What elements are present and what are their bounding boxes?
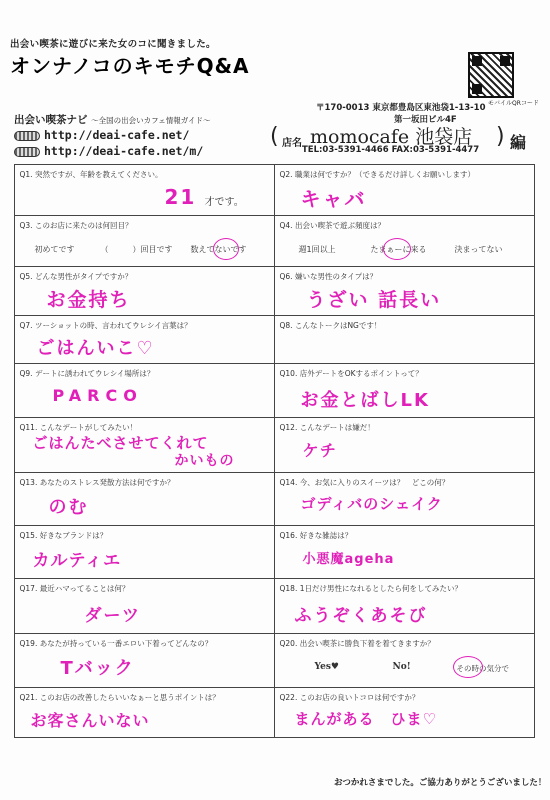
q22-question: Q22. このお店の良いトコロは何ですか？	[279, 692, 420, 702]
q3-option-3: 数えてないです	[190, 244, 247, 254]
qr-label: モバイルQRコード	[488, 100, 539, 107]
q12-question: Q12. こんなデートは嫌だ！	[279, 422, 375, 432]
q11-answer-line2: かいもの	[174, 452, 235, 469]
shop-building: 第一坂田ビル4F	[394, 115, 457, 125]
mobile-url-text: http://deai-cafe.net/m/	[44, 144, 204, 158]
q5-cell	[14, 266, 275, 316]
q3-option-2: （ ）回目です	[100, 244, 173, 254]
q1-answer: 21	[164, 184, 197, 209]
q1-cell	[14, 164, 275, 216]
shop-name: momocafe 池袋店	[310, 126, 473, 148]
q2-answer: キャバ	[300, 186, 367, 211]
mouse-icon	[14, 147, 40, 157]
pc-url[interactable]	[14, 128, 189, 142]
q9-question: Q9. デートに誘われてウレシイ場所は？	[19, 368, 155, 378]
q6-answer: うざい 話長い	[306, 288, 442, 311]
q18-question: Q18. 1日だけ男性になれるとしたら何をしてみたい？	[279, 583, 462, 593]
qa-grid	[14, 164, 536, 737]
q20-option-yes: Yes♥	[314, 661, 340, 672]
q20-selection-circle	[453, 656, 483, 678]
q17-question: Q17. 最近ハマってることは何？	[19, 583, 130, 593]
q19-answer: Tバック	[60, 657, 135, 679]
q14-cell	[274, 472, 535, 526]
q3-option-1: 初めてです	[34, 244, 75, 254]
q10-question: Q10. 店外デートをOKするポイントって？	[279, 368, 423, 378]
q20-question: Q20. 出会い喫茶に勝負下着を着てきますか？	[279, 638, 435, 648]
footer-thanks: おつかれさまでした。ご協力ありがとうございました！	[334, 778, 547, 788]
q15-cell	[14, 525, 275, 579]
shop-info	[270, 122, 538, 156]
q13-answer: のむ	[48, 496, 89, 518]
q16-cell	[274, 525, 535, 579]
q3-question: Q3. このお店に来たのは何回目？	[19, 220, 133, 230]
q10-cell	[274, 363, 535, 418]
qr-code-icon	[468, 52, 514, 98]
q22-cell	[274, 687, 535, 738]
q21-question: Q21. このお店の改善したらいいなぁーと思うポイントは？	[19, 692, 220, 702]
paren-open: (	[270, 124, 279, 149]
q18-answer: ふうぞくあそび	[294, 605, 428, 626]
q5-question: Q5. どんな男性がタイプですか？	[19, 271, 133, 281]
q9-answer: PARCO	[52, 385, 143, 405]
q16-answer: 小悪魔ageha	[302, 551, 395, 567]
q19-question: Q19. あなたが持っている一番エロい下着ってどんなの？	[19, 638, 213, 648]
q12-cell	[274, 417, 535, 473]
q14-question: Q14. 今、お気に入りのスイーツは？ どこの何？	[279, 477, 450, 487]
site-name	[14, 112, 211, 127]
q2-cell	[274, 164, 535, 216]
edition-label: 編	[510, 133, 527, 152]
q6-cell	[274, 266, 535, 316]
q17-cell	[14, 578, 275, 634]
q4-selection-circle	[383, 238, 411, 260]
q16-question: Q16. 好きな雑誌は？	[279, 530, 353, 540]
q4-option-3: 決まってない	[454, 244, 503, 254]
q9-cell	[14, 363, 275, 418]
q2-question: Q2. 職業は何ですか？（できるだけ詳しくお願いします）	[279, 169, 475, 179]
q7-question: Q7. ツーショットの時、言われてウレシイ言葉は？	[19, 320, 192, 330]
navi-subtitle: 〜全国の出会いカフェ情報ガイド〜	[91, 116, 211, 125]
q13-cell	[14, 472, 275, 526]
q15-answer: カルティエ	[32, 550, 122, 571]
q21-answer: お客さんいない	[30, 710, 150, 730]
q20-option-no: No!	[392, 661, 411, 672]
q13-question: Q13. あなたのストレス発散方法は何ですか？	[19, 477, 175, 487]
pc-url-text: http://deai-cafe.net/	[44, 128, 190, 142]
q18-cell	[274, 578, 535, 634]
q1-suffix: 才です。	[204, 196, 244, 208]
q22-answer: まんがある ひま♡	[294, 709, 437, 728]
q11-answer: ごはんたべさせてくれて	[32, 433, 209, 452]
q20-cell	[274, 633, 535, 688]
q20-option-mood: その時の気分で	[456, 663, 509, 673]
q4-option-1: 週1回以上	[298, 244, 336, 254]
mouse-icon	[14, 131, 40, 141]
q15-question: Q15. 好きなブランドは？	[19, 530, 108, 540]
q19-cell	[14, 633, 275, 688]
q14-answer: ゴディバのシェイク	[300, 494, 443, 513]
q8-cell	[274, 315, 535, 364]
q21-cell	[14, 687, 275, 738]
q6-question: Q6. 嫌いな男性のタイプは？	[279, 271, 378, 281]
q7-answer: ごはんいこ♡	[36, 337, 155, 359]
q3-selection-circle	[213, 238, 239, 260]
shop-label: 店名	[282, 138, 302, 149]
q5-answer: お金持ち	[46, 288, 131, 311]
q12-answer: ケチ	[302, 440, 338, 460]
q7-cell	[14, 315, 275, 364]
q4-question: Q4. 出会い喫茶で遊ぶ頻度は？	[279, 220, 385, 230]
intro-text: 出会い喫茶に遊びに来た女のコに聞きました。	[10, 39, 216, 50]
shop-address: 〒170-0013 東京都豊島区東池袋1-13-10	[316, 103, 486, 113]
q1-question: Q1. 突然ですが、年齢を教えてください。	[19, 169, 163, 179]
q3-cell	[14, 215, 275, 267]
paren-close: )	[496, 124, 505, 149]
q4-option-2: たまぁーに来る	[370, 244, 427, 254]
q17-answer: ダーツ	[84, 605, 141, 626]
q11-cell	[14, 417, 275, 473]
q10-answer: お金とばしLK	[300, 389, 430, 411]
sheet-title: オンナノコのキモチQ&A	[10, 54, 250, 78]
shop-tel: TEL:03-5391-4466 FAX:03-5391-4477	[302, 145, 480, 155]
q8-question: Q8. こんなトークはNGです！	[279, 320, 382, 330]
q4-cell	[274, 215, 535, 267]
q11-question: Q11. こんなデートがしてみたい！	[19, 422, 138, 432]
mobile-url[interactable]	[14, 144, 203, 158]
navi-title: 出会い喫茶ナビ	[14, 114, 88, 126]
